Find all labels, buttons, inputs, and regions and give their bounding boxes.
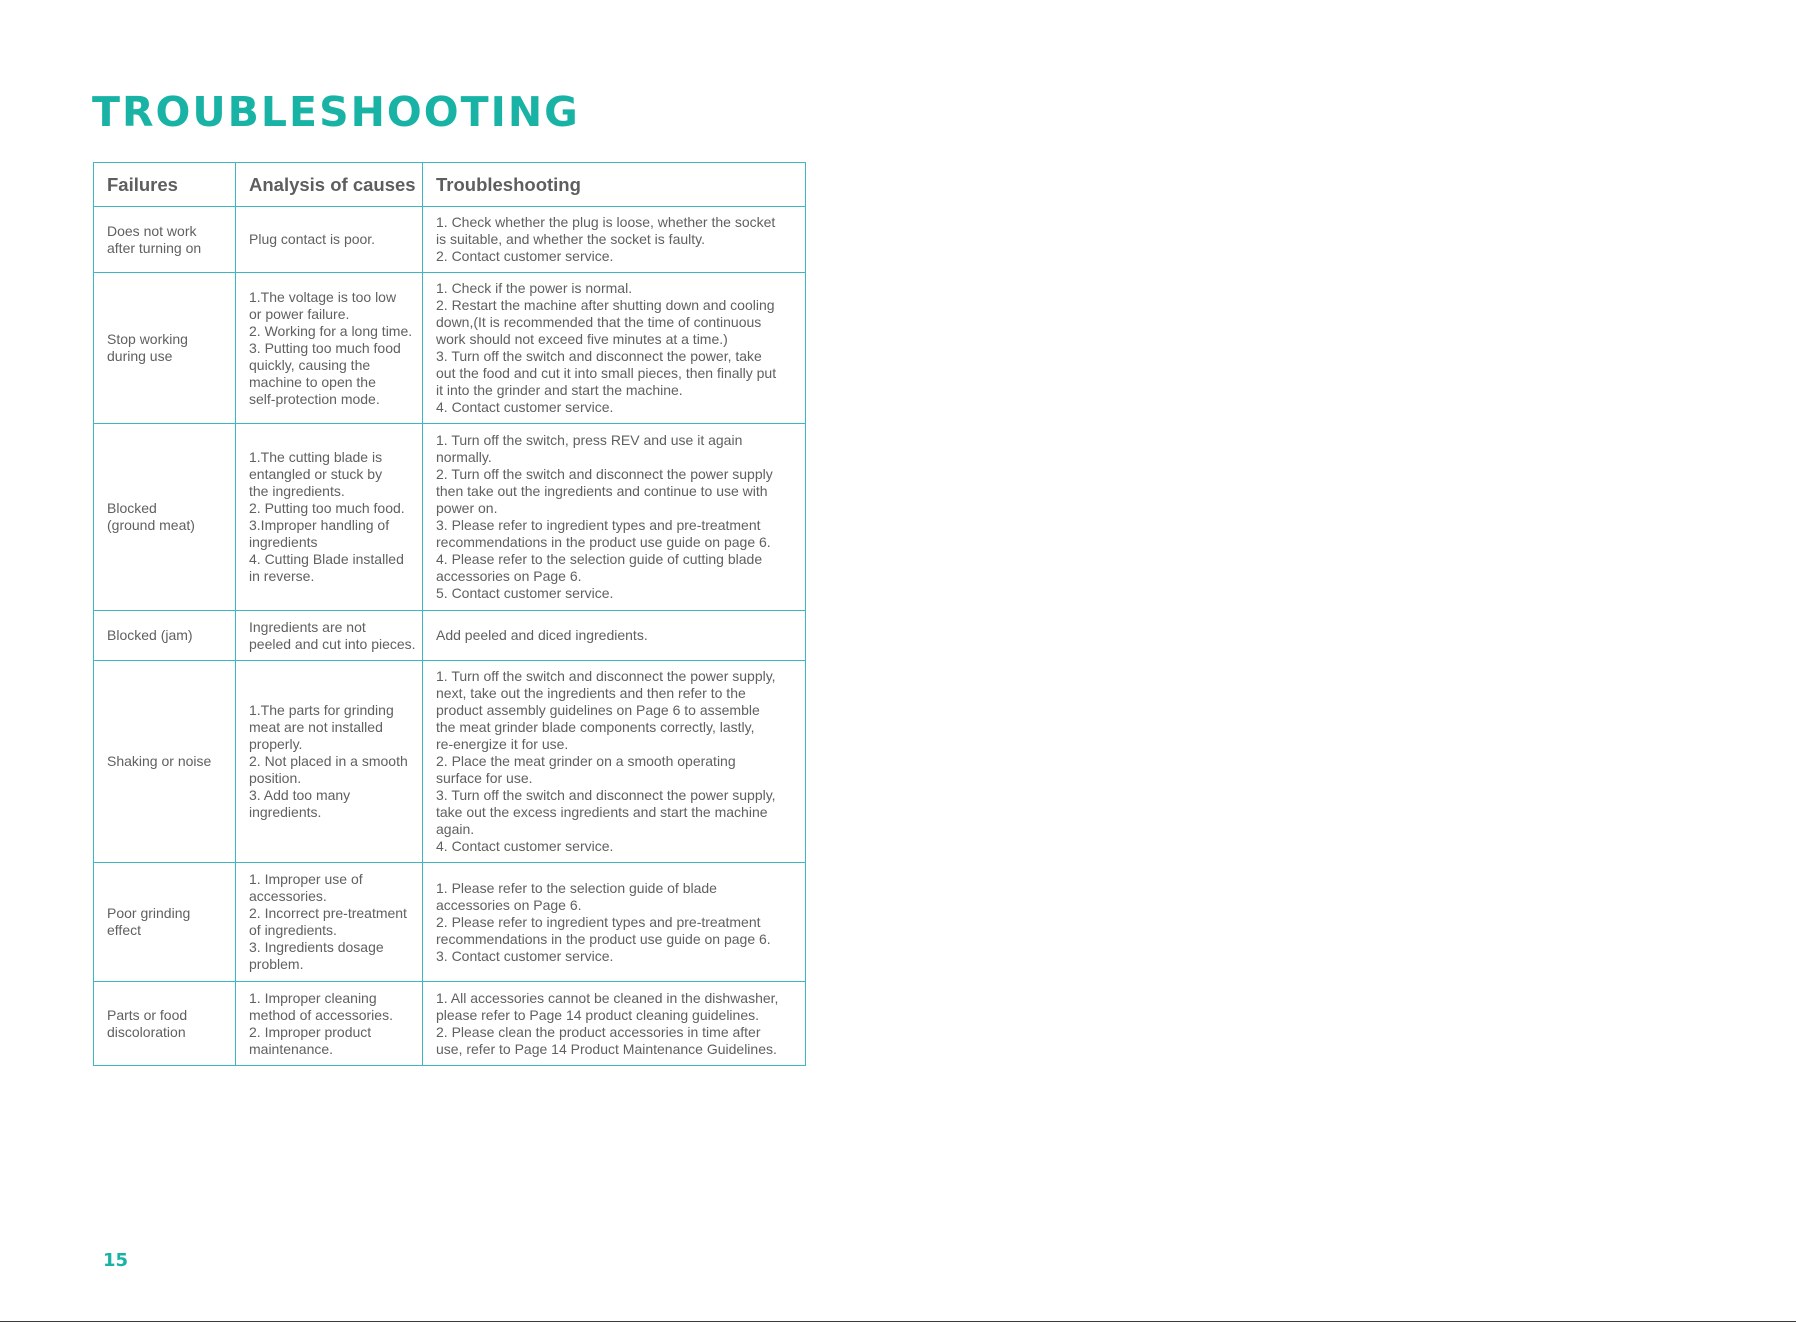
fix-cell (423, 611, 806, 661)
failure-cell (94, 207, 236, 273)
failure-text: Blocked (jam) (107, 627, 193, 643)
cause-text: 1. Improper use of accessories. 2. Incorrect pre-treatment of ingredients. 3. Ingredients dosage problem. (249, 871, 407, 972)
cause-text: 1. Improper cleaning method of accessories. 2. Improper product maintenance. (249, 989, 393, 1057)
table-header-row (94, 163, 806, 207)
table-row (94, 611, 806, 661)
table-row (94, 207, 806, 273)
page-bottom-divider (0, 1321, 1796, 1322)
cause-cell (236, 611, 423, 661)
failure-cell (94, 424, 236, 611)
cause-cell (236, 982, 423, 1066)
failure-cell (94, 982, 236, 1066)
failure-text: Parts or food discoloration (107, 1006, 188, 1040)
cause-text: 1.The parts for grinding meat are not installed properly. 2. Not placed in a smooth position. 3. Add too many ingredients. (249, 702, 408, 820)
fix-text: 1. All accessories cannot be cleaned in the dishwasher, please refer to Page 14 product cleaning guidelines. 2. Please clean the product accessories in time after use, refer to Page 14 Product Maintenance Guidelines. (436, 989, 779, 1057)
table-row (94, 863, 806, 982)
header-analysis-of-causes: Analysis of causes (236, 163, 423, 207)
fix-text: 1. Turn off the switch and disconnect the power supply, next, take out the ingredients and then refer to the product assembly guidelines on Page 6 to assemble the meat grinder blade components correctly, lastly, re-energize it for use. 2. Place the meat grinder on a smooth operating surface for use. 3. Turn off the switch and disconnect the power supply, take out the excess ingredients and start the machine again. 4. Contact customer service. (436, 668, 776, 854)
failure-cell (94, 661, 236, 863)
failure-cell (94, 863, 236, 982)
failure-text: Poor grinding effect (107, 905, 191, 938)
fix-cell (423, 863, 806, 982)
failure-text: Stop working during use (107, 331, 188, 364)
cause-text: Ingredients are not peeled and cut into pieces. (249, 618, 416, 652)
fix-text: 1. Please refer to the selection guide of blade accessories on Page 6. 2. Please refer to ingredient types and pre-treatment recommendations in the product use guide on page 6. 3. Contact customer service. (436, 879, 771, 964)
failure-text: Blocked (ground meat) (107, 500, 195, 533)
fix-text: 1. Turn off the switch, press REV and use it again normally. 2. Turn off the switch and disconnect the power supply then take out the ingredients and continue to use with power on. 3. Please refer to ingredient types and pre-treatment recommendations in the product use guide on page 6. 4. Please refer to the selection guide of cutting blade accessories on Page 6. 5. Contact customer service. (436, 432, 773, 601)
cause-cell (236, 273, 423, 424)
failure-cell (94, 611, 236, 661)
fix-text: 1. Check if the power is normal. 2. Restart the machine after shutting down and cooling down,(It is recommended that the time of continuous work should not exceed five minutes at a time.) 3. Turn off the switch and disconnect the power, take out the food and cut it into small pieces, then finally put it into the grinder and start the machine. 4. Contact customer service. (436, 280, 777, 415)
header-failures: Failures (94, 163, 236, 207)
failure-text: Shaking or noise (107, 753, 212, 769)
fix-text: Add peeled and diced ingredients. (436, 627, 648, 643)
fix-cell (423, 661, 806, 863)
cause-text: 1.The cutting blade is entangled or stuck by the ingredients. 2. Putting too much food. 3.Improper handling of ingredients 4. Cutting Blade installed in reverse. (249, 449, 405, 584)
troubleshooting-table (93, 162, 806, 1066)
cause-text: 1.The voltage is too low or power failure. 2. Working for a long time. 3. Putting too much food quickly, causing the machine to open the self-protection mode. (249, 288, 413, 407)
page-title: TROUBLESHOOTING (92, 88, 580, 136)
header-troubleshooting: Troubleshooting (423, 163, 806, 207)
fix-cell (423, 207, 806, 273)
cause-cell (236, 424, 423, 611)
cause-text: Plug contact is poor. (249, 231, 376, 247)
table-row (94, 424, 806, 611)
cause-cell (236, 863, 423, 982)
fix-cell (423, 982, 806, 1066)
failure-text: Does not work after turning on (107, 222, 202, 256)
failure-cell (94, 273, 236, 424)
table-row (94, 661, 806, 863)
table-row (94, 273, 806, 424)
fix-cell (423, 424, 806, 611)
fix-text: 1. Check whether the plug is loose, whether the socket is suitable, and whether the socket is faulty. 2. Contact customer service. (436, 214, 776, 264)
cause-cell (236, 661, 423, 863)
table-row (94, 982, 806, 1066)
cause-cell (236, 207, 423, 273)
fix-cell (423, 273, 806, 424)
page-number: 15 (103, 1250, 129, 1271)
